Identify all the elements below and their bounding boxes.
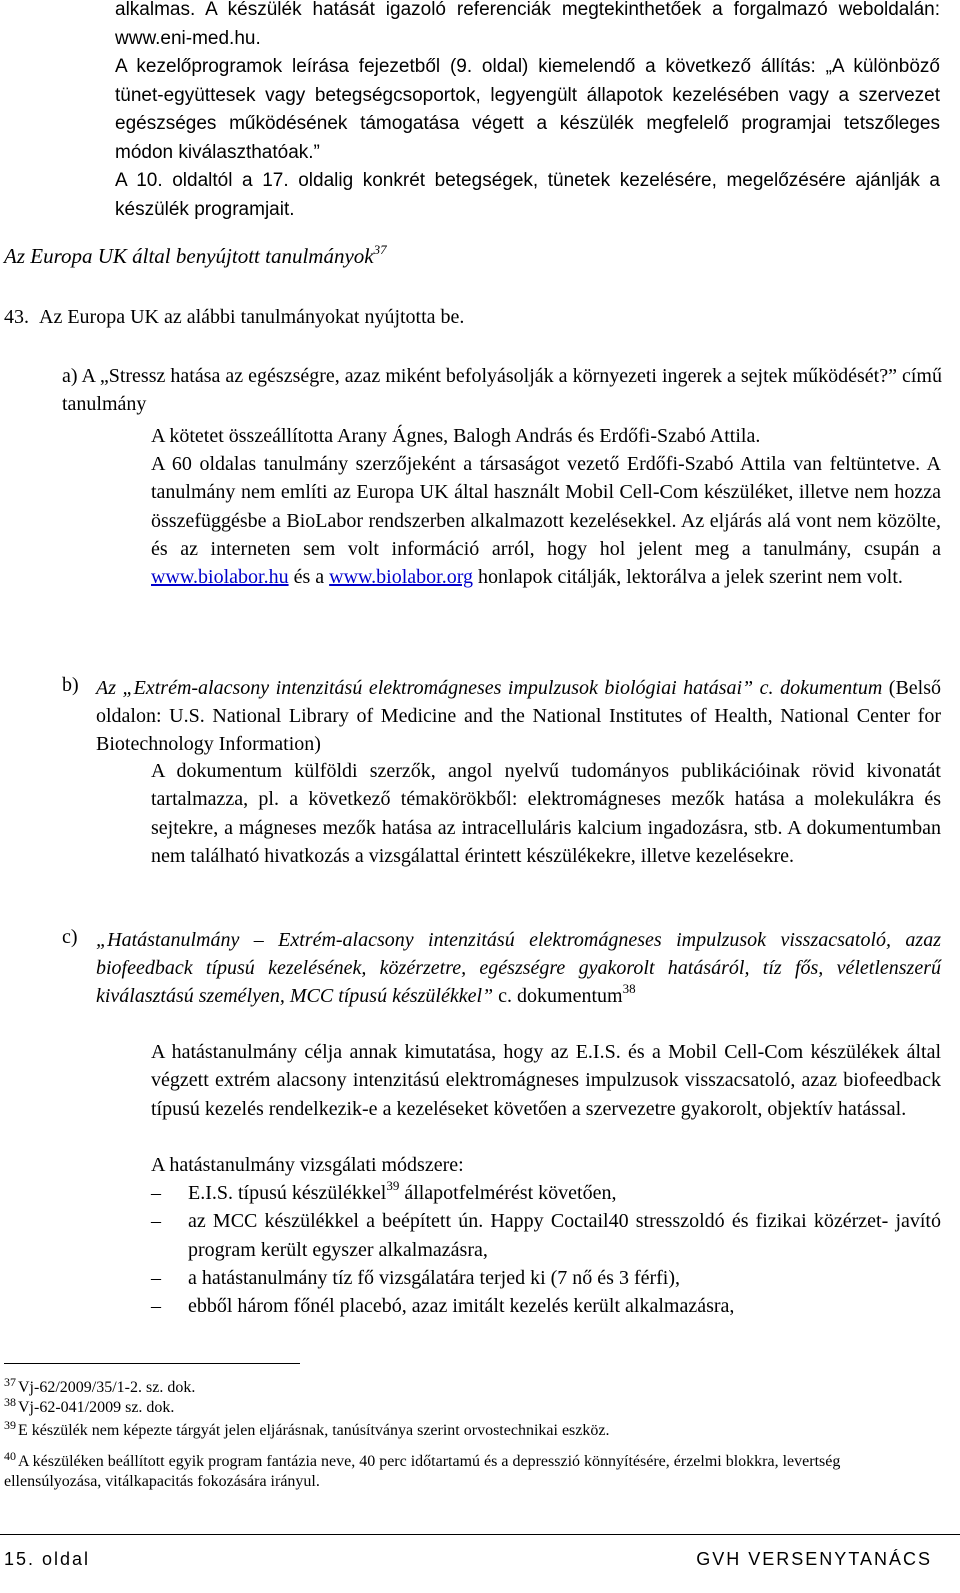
dash-bullet-icon: – [151,1295,161,1318]
dash-bullet-icon: – [151,1182,161,1204]
item-c-method-intro: A hatástanulmány vizsgálati módszere: [151,1154,464,1176]
footnote-37 [4,1375,196,1398]
section-heading [4,242,387,269]
list-item-text: a hatástanulmány tíz fő vizsgálatára terjed ki (7 nő és 3 férfi), [188,1266,681,1289]
footnote-number: 39 [4,1418,16,1432]
footnote-ref-37[interactable]: 37 [373,242,387,257]
biolabor-org-link[interactable]: www.biolabor.org [329,566,474,589]
intro-text-1: alkalmas. A készülék hatását igazoló referenciák megtekinthetőek a forgalmazó weboldalán: www.eni-med.hu. [115,0,940,49]
paragraph-number: 43. [4,306,29,328]
intro-text-3: A 10. oldaltól a 17. oldalig konkrét betegségek, tünetek kezelésére, megelőzésére ajánlják a készülék programjait. [115,170,940,220]
intro-text-2: A kezelőprogramok leírása fejezetből (9. oldal) kiemelendő a következő állítás: „A különböző tünet-együttesek vagy betegségcsoportok, legyengült állapotok kezelésében vagy a szervezet egészséges működésének támogatása végett a készülék megfelelő programjai tetszőleges módon kiválaszthatóak.” [115,56,940,163]
item-c-method-list [151,1179,941,1320]
item-a-compiler: A kötetet összeállította Arany Ágnes, Balogh András és Erdőfi-Szabó Attila. [151,425,761,447]
intro-block [115,0,940,224]
section-heading-text: Az Europa UK által benyújtott tanulmányok [4,244,374,268]
list-item [151,1179,941,1207]
footnote-40 [4,1449,940,1492]
item-a-title-text: A „Stressz hatása az egészségre, azaz miként befolyásolják a környezeti ingerek a sejtek működését?” című tanulmány [62,365,942,416]
item-a-description [151,450,941,591]
item-b-title-rest: (Belső oldalon: U.S. National Library of Medicine and the National Institutes of Health, National Center for Biotechnology Information) [96,677,942,755]
item-c-label: c) [62,926,78,948]
item-a-title [62,362,942,419]
footnote-number: 38 [4,1395,16,1409]
footnote-ref-39[interactable]: 39 [386,1178,400,1193]
footnote-text: A készüléken beállított egyik program fantázia neve, 40 perc időtartamú és a depresszió könnyítésére, érzelmi blokkra, levertség ellensúlyozása, vitálkapacitás fokozására irányul. [4,1453,841,1490]
footnote-text: E készülék nem képezte tárgyát jelen eljárásnak, tanúsítványa szerint orvostechnikai eszköz. [18,1422,610,1439]
item-a-and: és a [288,566,330,589]
item-b-description: A dokumentum külföldi szerzők, angol nyelvű tudományos publikációinak rövid kivonatát tartalmazza, pl. a következő témakörökből: elektromágneses mezők hatása a molekulákra és sejtekre, a mágneses mezők hatása az intracelluláris kalcium ingadozásra, stb. A dokumentumban nem található hivatkozás a vizsgálattal érintett készülékekre, illetve kezelésekre. [151,760,941,867]
paragraph-text: Az Europa UK az alábbi tanulmányokat nyújtotta be. [39,306,465,328]
footnote-text: Vj-62-041/2009 sz. dok. [18,1399,175,1416]
footnote-separator [4,1363,300,1364]
item-a-label: a) [62,365,78,387]
item-c-title [96,926,941,1010]
paragraph-43 [4,306,464,329]
item-a-description-text: A 60 oldalas tanulmány szerzőjeként a társaságot vezető Erdőfi-Szabó Attila van feltüntetve. A tanulmány nem említi az Europa UK által használt Mobil Cell-Com készüléket, illetve nem hozza összefüggésbe a BioLabor rendszerben alkalmazott kezelésekkel. Az eljárás alá vont nem közölte, és az interneten sem volt információ arról, hogy hol jelent meg a tanulmány, csupán a [151,453,941,560]
item-b-title-italic: Az „Extrém-alacsony intenzitású elektromágneses impulzusok biológiai hatásai” c. dokumentum [96,677,883,699]
item-c-title-italic: „Hatástanulmány – Extrém-alacsony intenzitású elektromágneses impulzusok visszacsatoló, azaz biofeedback típusú kezelésének, közérzetre, egészségre gyakorolt hatásáról, tíz fős, véletlenszerű kiválasztású személyen, MCC típusú készülékkel” [96,929,941,1007]
item-b-title [96,674,941,758]
footer-rule [0,1534,960,1535]
footer-organization: GVH VERSENYTANÁCS [696,1549,932,1569]
list-item [151,1264,941,1292]
list-item-text: ebből három főnél placebó, azaz imitált kezelés került alkalmazásra, [188,1295,735,1318]
item-c-title-rest: c. dokumentum [493,985,623,1007]
item-a-description-end: honlapok citálják, lektorálva a jelek szerint nem volt. [473,566,903,589]
page-number: 15. oldal [4,1549,91,1569]
list-item-text-end: állapotfelmérést követően, [399,1182,617,1204]
footnote-number: 40 [4,1449,16,1463]
item-c-purpose: A hatástanulmány célja annak kimutatása, hogy az E.I.S. és a Mobil Cell-Com készülékek által végzett extrém alacsony intenzitású elektromágneses impulzusok visszacsatoló, azaz biofeedback típusú kezelés rendelkezik-e a kezeléseket követően a szervezetre gyakorolt, objektív hatással. [151,1041,941,1120]
dash-bullet-icon: – [151,1266,161,1289]
list-item-text: E.I.S. típusú készülékkel [188,1182,387,1204]
biolabor-hu-link[interactable]: www.biolabor.hu [151,566,289,589]
list-item [151,1292,941,1320]
list-item [151,1207,941,1264]
footnote-38 [4,1395,175,1418]
footnote-39 [4,1418,610,1441]
footnote-ref-38[interactable]: 38 [622,981,636,996]
list-item-text: az MCC készülékkel a beépített ún. Happy Coctail40 stresszoldó és fizikai közérzet- javító program került egyszer alkalmazásra, [188,1210,941,1261]
footnote-text: Vj-62/2009/35/1-2. sz. dok. [18,1379,196,1396]
dash-bullet-icon: – [151,1210,161,1233]
footnote-number: 37 [4,1375,16,1389]
item-b-label: b) [62,674,79,696]
